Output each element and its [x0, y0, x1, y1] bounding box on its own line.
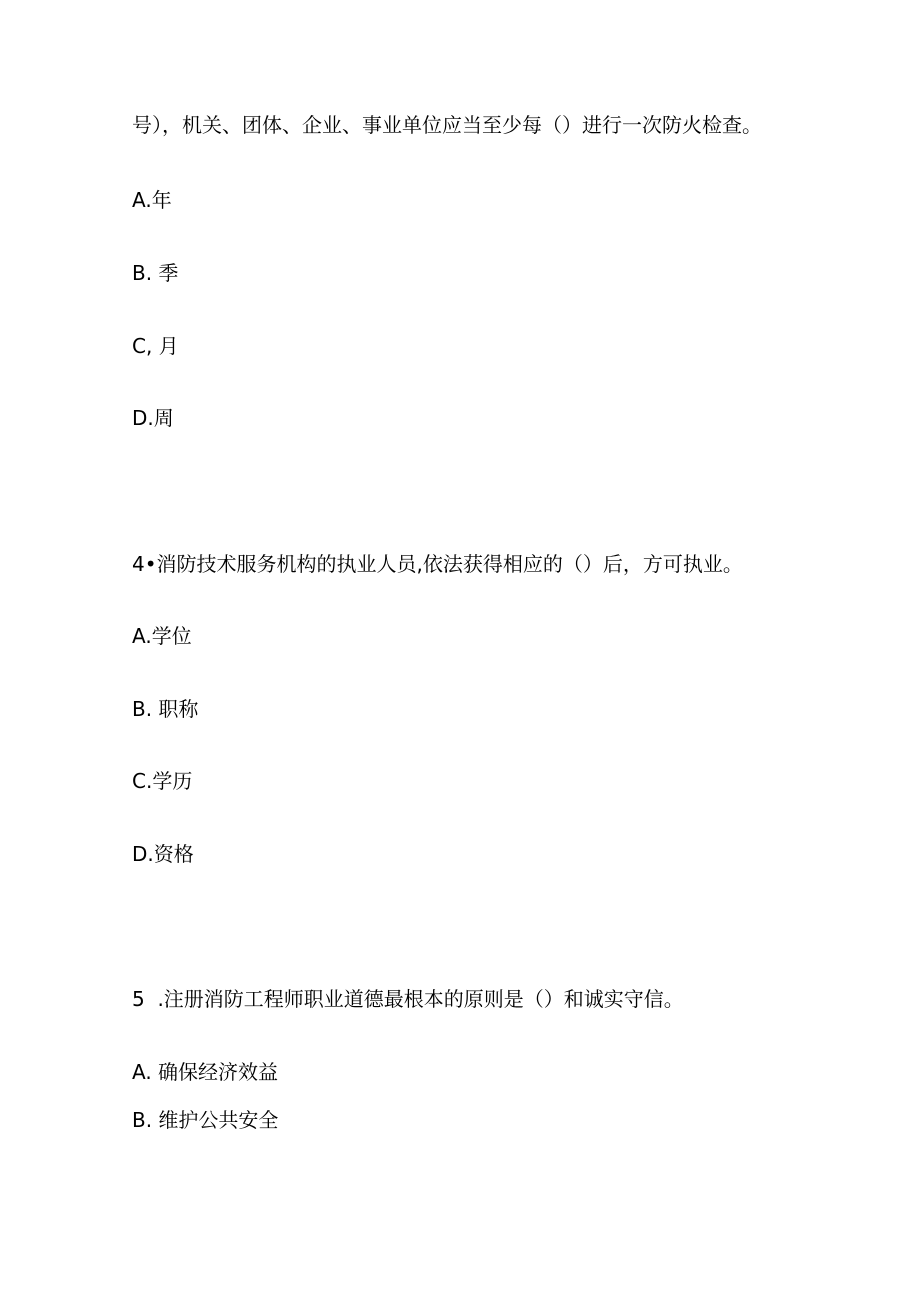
question-4-option-c: C.学历: [132, 769, 193, 793]
question-5-option-b: B. 维护公共安全: [132, 1108, 279, 1132]
question-5-option-a: A. 确保经济效益: [132, 1060, 279, 1084]
question-3-option-a: A.年: [132, 188, 172, 212]
question-4-option-d: D.资格: [132, 842, 194, 866]
question-3-option-d: D.周: [132, 406, 174, 430]
question-3-option-b: B. 季: [132, 261, 179, 285]
question-5-stem: 5 .注册消防工程师职业道德最根本的原则是（）和诚实守信。: [132, 987, 684, 1011]
question-4-stem: 4•消防技术服务机构的执业人员,依法获得相应的（）后，方可执业。: [132, 552, 743, 576]
question-3-stem-continuation: 号），机关、团体、企业、事业单位应当至少每（）进行一次防火检查。: [132, 113, 762, 137]
question-4-option-a: A.学位: [132, 624, 192, 648]
question-4-option-b: B. 职称: [132, 697, 199, 721]
question-3-option-c: C, 月: [132, 334, 179, 358]
